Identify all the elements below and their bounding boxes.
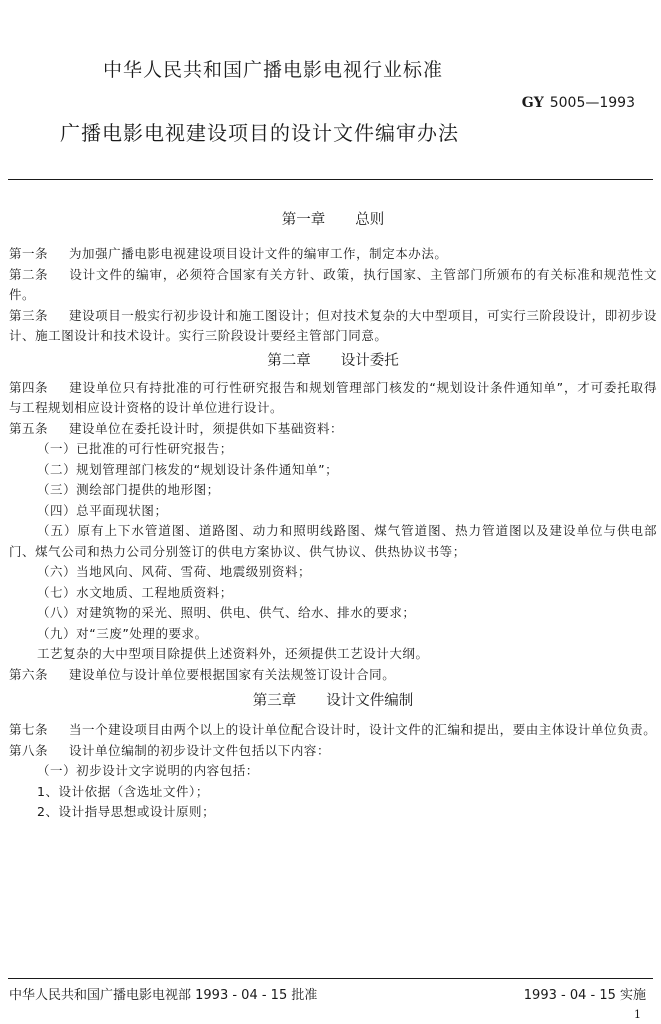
list-item: （二）规划管理部门核发的“规划设计条件通知单”；: [37, 461, 339, 477]
article-5: [9, 419, 657, 440]
chapter-number: 第二章: [267, 352, 311, 369]
chapter-title: 总则: [355, 212, 385, 228]
chapter-heading-3: [9, 691, 657, 711]
article-4: [9, 378, 657, 419]
article-8: [9, 741, 657, 762]
standard-code-prefix: GY: [521, 95, 544, 111]
list-item: （七）水文地质、工程地质资料；: [37, 584, 233, 600]
list-item: （一）初步设计文字说明的内容包括：: [37, 763, 259, 778]
article-label: 第二条: [9, 266, 49, 282]
article-2: [9, 265, 657, 306]
issuing-body: 中华人民共和国广播电影电视行业标准: [103, 59, 444, 81]
article-text: 建设单位与设计单位要根据国家有关法规签订设计合同。: [69, 666, 396, 682]
article-text: 为加强广播电影电视建设项目设计文件的编审工作，制定本办法。: [69, 246, 448, 261]
document-title: 广播电影电视建设项目的设计文件编审办法: [60, 121, 459, 145]
page-number: 1: [634, 1008, 641, 1021]
article-label: 第八条: [9, 742, 49, 758]
article-text: 建设单位只有持批准的可行性研究报告和规划管理部门核发的“规划设计条件通知单”，才可委托取得与工程规划相应设计资格的设计单位进行设计。: [9, 379, 657, 415]
article-text: 建设单位在委托设计时，须提供如下基础资料：: [69, 420, 344, 436]
chapter-title: 设计委托: [340, 352, 399, 369]
list-item: （六）当地风向、风荷、雪荷、地震级别资料；: [37, 564, 312, 579]
footer-divider: [8, 978, 653, 979]
article-label: 第一条: [9, 246, 49, 261]
standard-code: [522, 95, 635, 111]
list-item: （八）对建筑物的采光、照明、供电、供气、给水、排水的要求；: [37, 605, 416, 620]
article-6: [9, 665, 657, 686]
article-1: [9, 244, 657, 265]
header-divider: [8, 179, 653, 180]
article-3: [9, 306, 657, 347]
article-text: 设计文件的编审，必须符合国家有关方针、政策，执行国家、主管部门所颁布的有关标准和规范性文件。: [9, 266, 657, 302]
article-label: 第四条: [9, 379, 49, 395]
article-label: 第七条: [9, 722, 49, 737]
article-label: 第五条: [9, 420, 49, 436]
article-text: 当一个建设项目由两个以上的设计单位配合设计时，设计文件的汇编和提出，要由主体设计单位负责。: [69, 722, 657, 737]
effective-date: 1993 - 04 - 15 实施: [523, 988, 646, 1003]
article-5-note: 工艺复杂的大中型项目除提供上述资料外，还须提供工艺设计大纲。: [37, 646, 429, 661]
list-item: （五）原有上下水管道图、道路图、动力和照明线路图、煤气管道图、热力管道图以及建设单位与供电部门、煤气公司和热力公司分别签订的供电方案协议、供气协议、供热协议书等；: [9, 523, 657, 559]
chapter-heading-2: [9, 351, 657, 371]
list-item: 1、设计依据（含选址文件）；: [37, 783, 209, 799]
document-body: [9, 210, 657, 823]
article-label: 第六条: [9, 666, 49, 682]
article-text: 建设项目一般实行初步设计和施工图设计；但对技术复杂的大中型项目，可实行三阶段设计，即初步设计、施工图设计和技术设计。实行三阶段设计要经主管部门同意。: [9, 307, 657, 343]
chapter-number: 第三章: [252, 693, 297, 709]
article-7: [9, 720, 657, 741]
article-label: 第三条: [9, 307, 49, 323]
list-item: （四）总平面现状图；: [37, 502, 168, 518]
standard-code-number: 5005—1993: [549, 95, 635, 111]
approval-line: 中华人民共和国广播电影电视部 1993 - 04 - 15 批准: [9, 988, 318, 1003]
list-item: 2、设计指导思想或设计原则；: [37, 804, 216, 819]
list-item: （九）对“三废”处理的要求。: [37, 625, 208, 641]
chapter-title: 设计文件编制: [326, 693, 414, 709]
list-item: （一）已批准的可行性研究报告；: [37, 441, 233, 456]
list-item: （三）测绘部门提供的地形图；: [37, 482, 220, 497]
chapter-number: 第一章: [281, 212, 326, 228]
article-text: 设计单位编制的初步设计文件包括以下内容：: [69, 742, 331, 758]
chapter-heading-1: [9, 210, 657, 230]
